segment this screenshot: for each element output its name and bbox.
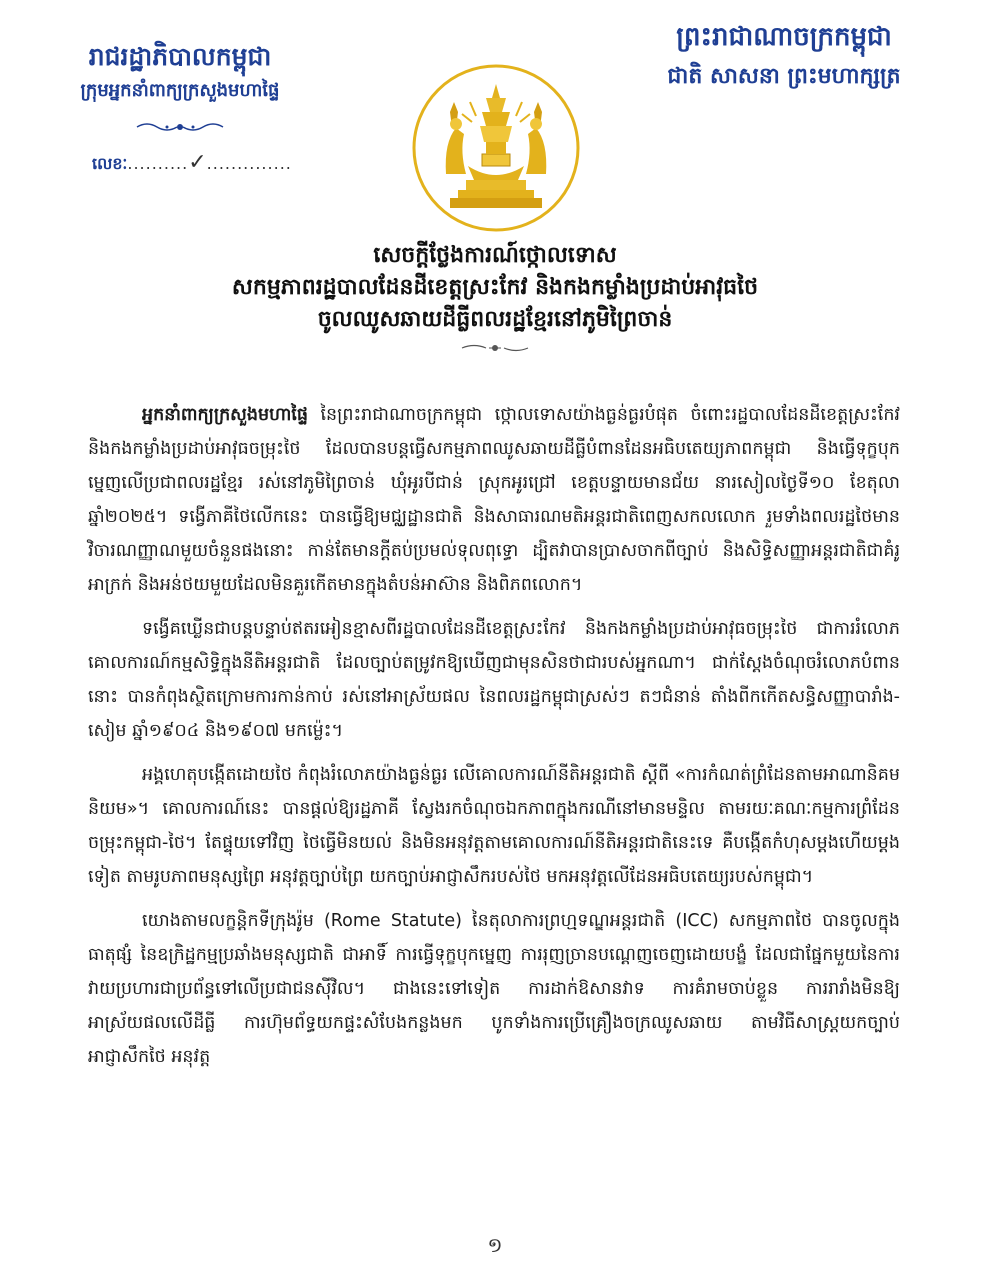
title-ornament-icon [460,342,530,354]
paragraph-1-text: នៃព្រះរាជាណាចក្រកម្ពុជា ថ្កោលទោសយ៉ាងធ្ងន់ធ្ងរបំផុត ចំពោះរដ្ឋបាលដែនដីខេត្តស្រះកែវ និងកងកម្លាំងប្រដាប់អាវុធចម្រុះថៃ ដែលបានបន្តធ្វើសកម្មភាពឈូសឆាយដីធ្លីបំពានដែនអធិបតេយ្យភាពកម្ពុជា និងធ្វើទុក្ខបុកម្នេញលើប្រជាពលរដ្ឋខ្មែរ រស់នៅភូមិព្រៃចាន់ ឃុំអូរបីជាន់ ស្រុកអូរជ្រៅ ខេត្តបន្ទាយមានជ័យ នារសៀលថ្ងៃទី១០ ខែតុលា ឆ្នាំ២០២៥។ ទង្វើភាគីថៃលើកនេះ បានធ្វើឱ្យមជ្ឈដ្ឋានជាតិ និងសាធារណមតិអន្តរជាតិពេញសកលលោក រួមទាំងពលរដ្ឋថៃមានវិចារណញ្ញាណមួយចំនួនផងនោះ កាន់តែមានក្តីតប់ប្រមល់ទុលពុទ្ធោ ដ្បិតវាបានប្រាសចាកពីច្បាប់ និងសិទ្ធិសញ្ញាអន្តរជាតិជាគំរូអាក្រក់ និងអន់ថយមួយដែលមិនគួរកើតមានក្នុងតំបន់អាស៊ាន និងពិភពលោក។ [88,405,900,595]
royal-arms-emblem-icon [410,62,582,234]
paragraph-1-lead: អ្នកនាំពាក្យក្រសួងមហាផ្ទៃ [142,405,308,425]
spokesperson-unit: ក្រុមអ្នកនាំពាក្យក្រសួងមហាផ្ទៃ [80,80,280,101]
paragraph-3: អង្គហេតុបង្កើតដោយថៃ កំពុងរំលោភយ៉ាងធ្ងន់ធ្ងរ លើគោលការណ៍នីតិអន្តរជាតិ ស្តីពី «ការកំណត់ព្រំដែនតាមអាណានិគមនិយម»។ គោលការណ៍នេះ បានផ្តល់ឱ្យរដ្ឋភាគី ស្វែងរកចំណុចឯកភាពក្នុងករណីនៅមានមន្ទិល តាមរយៈគណៈកម្មការព្រំដែនចម្រុះកម្ពុជា-ថៃ។ តែផ្ទុយទៅវិញ ថៃធ្វើមិនយល់ និងមិនអនុវត្តតាមគោលការណ៍នីតិអន្តរជាតិនេះទេ គឺបង្កើតកំហុសម្តងហើយម្តងទៀត តាមរូបភាពមនុស្សព្រៃ អនុវត្តច្បាប់ព្រៃ យកច្បាប់អាជ្ញាសឹករបស់ថៃ មកអនុវត្តលើដែនអធិបតេយ្យរបស់កម្ពុជា។ [88,765,900,887]
ornament-divider-icon [135,120,225,134]
reference-dots: .......... [127,154,189,173]
title-line-2: សកម្មភាពរដ្ឋបាលដែនដីខេត្តស្រះកែវ និងកងកម្លាំងប្រដាប់អាវុធថៃ [231,275,759,300]
government-name: រាជរដ្ឋាភិបាលកម្ពុជា [88,42,272,71]
paragraph-4: យោងតាមលក្ខន្តិកទីក្រុងរ៉ូម (Rome Statute) នៃតុលាការព្រហ្មទណ្ឌអន្តរជាតិ (ICC) សកម្មភាពថៃ បានចូលក្នុងធាតុផ្សំ នៃឧក្រិដ្ឋកម្មប្រឆាំងមនុស្សជាតិ ជាអាទិ៍ ការធ្វើទុក្ខបុកម្នេញ ការរុញច្រានបណ្តេញចេញដោយបង្ខំ ដែលជាផ្នែកមួយនៃការវាយប្រហារជាប្រព័ន្ធទៅលើប្រជាជនស៊ីវិល។ ជាងនេះទៅទៀត ការដាក់ឱសានវាទ ការគំរាមចាប់ខ្លួន ការរារាំងមិនឱ្យអាស្រ័យផលលើដីធ្លី ការហ៊ុមព័ទ្ធយកផ្ទះសំបែងកន្លងមក បូកទាំងការប្រើគ្រឿងចក្រឈូសឆាយ តាមវិធីសាស្ត្រយកច្បាប់អាជ្ញាសឹកថៃ អនុវត្ត [88,911,900,1067]
issuer-header [40,40,320,138]
statement-body [88,398,900,1084]
reference-dots-after: .............. [206,154,292,173]
reference-number [92,150,292,177]
reference-label: លេខៈ [92,154,128,173]
national-motto: ជាតិ សាសនា ព្រះមហាក្សត្រ [667,64,901,89]
paragraph-2: ទង្វើគឃ្លើនជាបន្តបន្ទាប់ឥតរអៀនខ្មាសពីរដ្ឋបាលដែនដីខេត្តស្រះកែវ និងកងកម្លាំងប្រដាប់អាវុធចម្រុះថៃ ជាការរំលោភគោលការណ៍កម្មសិទ្ធិក្នុងនីតិអន្តរជាតិ ដែលច្បាប់តម្រូវកឱ្យឃើញជាមុនសិនថាជារបស់អ្នកណា។ ជាក់ស្តែងចំណុចរំលោភបំពាននោះ បានកំពុងស្ថិតក្រោមការកាន់កាប់ រស់នៅអាស្រ័យផល នៃពលរដ្ឋកម្ពុជាស្រស់ៗ តៗជំនាន់ តាំងពីកកើតសន្ធិសញ្ញាបារាំង-សៀម ឆ្នាំ១៩០៤ និង១៩០៧ មកម្ល៉េះ។ [88,619,900,741]
kingdom-header [634,18,934,94]
check-mark-icon: ✓ [188,150,207,175]
kingdom-name: ព្រះរាជាណាចក្រកម្ពុជា [676,22,892,52]
paragraph-1 [88,398,900,602]
title-line-1: សេចក្តីថ្លែងការណ៍ថ្កោលទោស [373,243,617,268]
page-number: ១ [487,1233,503,1257]
statement-title [120,240,870,354]
title-line-3: ចូលឈូសឆាយដីធ្លីពលរដ្ឋខ្មែរនៅភូមិព្រៃចាន់ [317,307,673,332]
